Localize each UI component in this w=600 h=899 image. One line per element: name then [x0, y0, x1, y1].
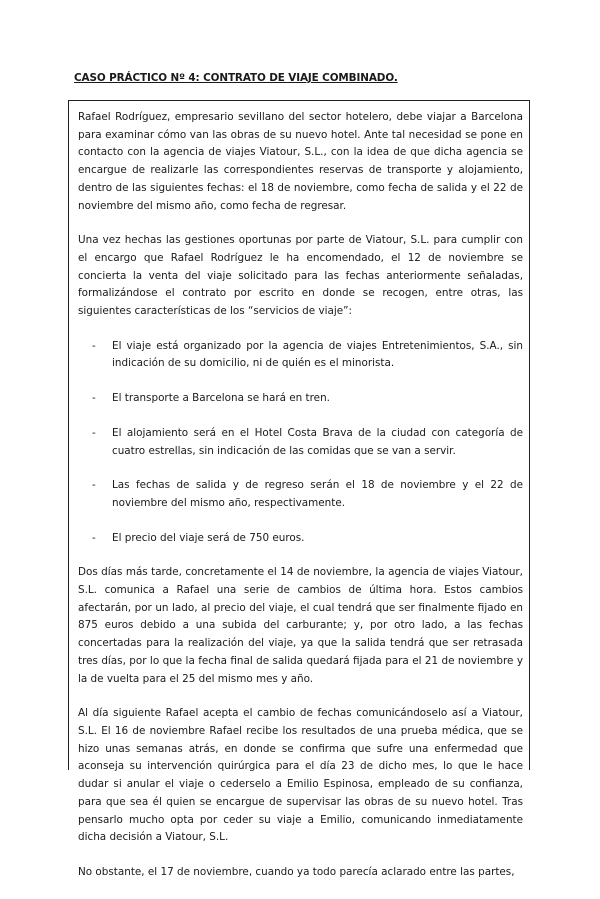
contract-features-list	[78, 338, 523, 548]
list-item-text: El precio del viaje será de 750 euros.	[112, 531, 305, 544]
paragraph-changes: Dos días más tarde, concretamente el 14 de noviembre, la agencia de viajes Viatour, S.L. comunica a Rafael una serie de cambios de última hora. Estos cambios afectarán, por un lado, al precio del viaje, el cual tendrá que ser finalmente fijado en 875 euros debido a una subida del carburante; y, por otro lado, a las fechas concertadas para la realización del viaje, ya que la salida tendrá que ser retrasada tres días, por lo que la fecha final de salida quedará fijada para el 21 de noviembre y la de vuelta para el 25 del mismo mes y año.	[78, 566, 523, 685]
list-item	[78, 390, 523, 408]
list-item-text: El transporte a Barcelona se hará en tren.	[112, 392, 330, 405]
list-item-text: El alojamiento será en el Hotel Costa Brava de la ciudad con categoría de cuatro estrellas, sin indicación de las comidas que se van a servir.	[112, 426, 523, 457]
bullet-dash: -	[92, 392, 96, 405]
paragraph-intro: Rafael Rodríguez, empresario sevillano del sector hotelero, debe viajar a Barcelona para examinar cómo van las obras de su nuevo hotel. Ante tal necesidad se pone en contacto con la agencia de viajes Viatour, S.L., con la idea de que dicha agencia se encargue de realizarle las correspondientes reservas de transporte y alojamiento, dentro de las siguientes fechas: el 18 de noviembre, como fecha de salida y el 22 de noviembre del mismo año, como fecha de regresar.	[78, 111, 523, 212]
bullet-dash: -	[92, 426, 96, 439]
list-item	[78, 477, 523, 512]
list-item	[78, 338, 523, 373]
list-item	[78, 530, 523, 548]
paragraph-cession: Al día siguiente Rafael acepta el cambio de fechas comunicándoselo así a Viatour, S.L. El 16 de noviembre Rafael recibe los resultados de una prueba médica, que se hizo unas semanas atrás, en donde se confirma que sufre una enfermedad que aconseja su intervención quirúrgica para el día 23 de dicho mes, lo que le hace dudar si anular el viaje o cederselo a Emilio Espinosa, empleado de su confianza, para que sea él quien se encargue de supervisar las obras de su nuevo hotel. Tras pensarlo mucho opta por ceder su viaje a Emilio, comunicando inmediatamente dicha decisión a Viatour, S.L.	[78, 707, 523, 844]
bullet-dash: -	[92, 531, 96, 544]
bullet-dash: -	[92, 479, 96, 492]
list-item-text: Las fechas de salida y de regreso serán el 18 de noviembre y el 22 de noviembre del mismo año, respectivamente.	[112, 479, 523, 509]
case-text	[78, 109, 523, 899]
list-item-text: El viaje está organizado por la agencia de viajes Entretenimientos, S.A., sin indicación de su domicilio, ni de quién es el minorista.	[112, 339, 523, 370]
bullet-dash: -	[92, 339, 96, 352]
paragraph-contract: Una vez hechas las gestiones oportunas por parte de Viatour, S.L. para cumplir con el encargo que Rafael Rodríguez le ha encomendado, el 12 de noviembre se concierta la venta del viaje solicitado para las fechas anteriormente señaladas, formalizándose el contrato por escrito en donde se recogen, entre otras, las siguientes características de los “servicios de viaje”:	[78, 234, 523, 318]
list-item	[78, 425, 523, 460]
paragraph-continuation: No obstante, el 17 de noviembre, cuando ya todo parecía aclarado entre las partes,	[78, 865, 515, 878]
case-text-box	[68, 100, 530, 878]
document-title: CASO PRÁCTICO Nº 4: CONTRATO DE VIAJE COMBINADO.	[74, 72, 398, 84]
